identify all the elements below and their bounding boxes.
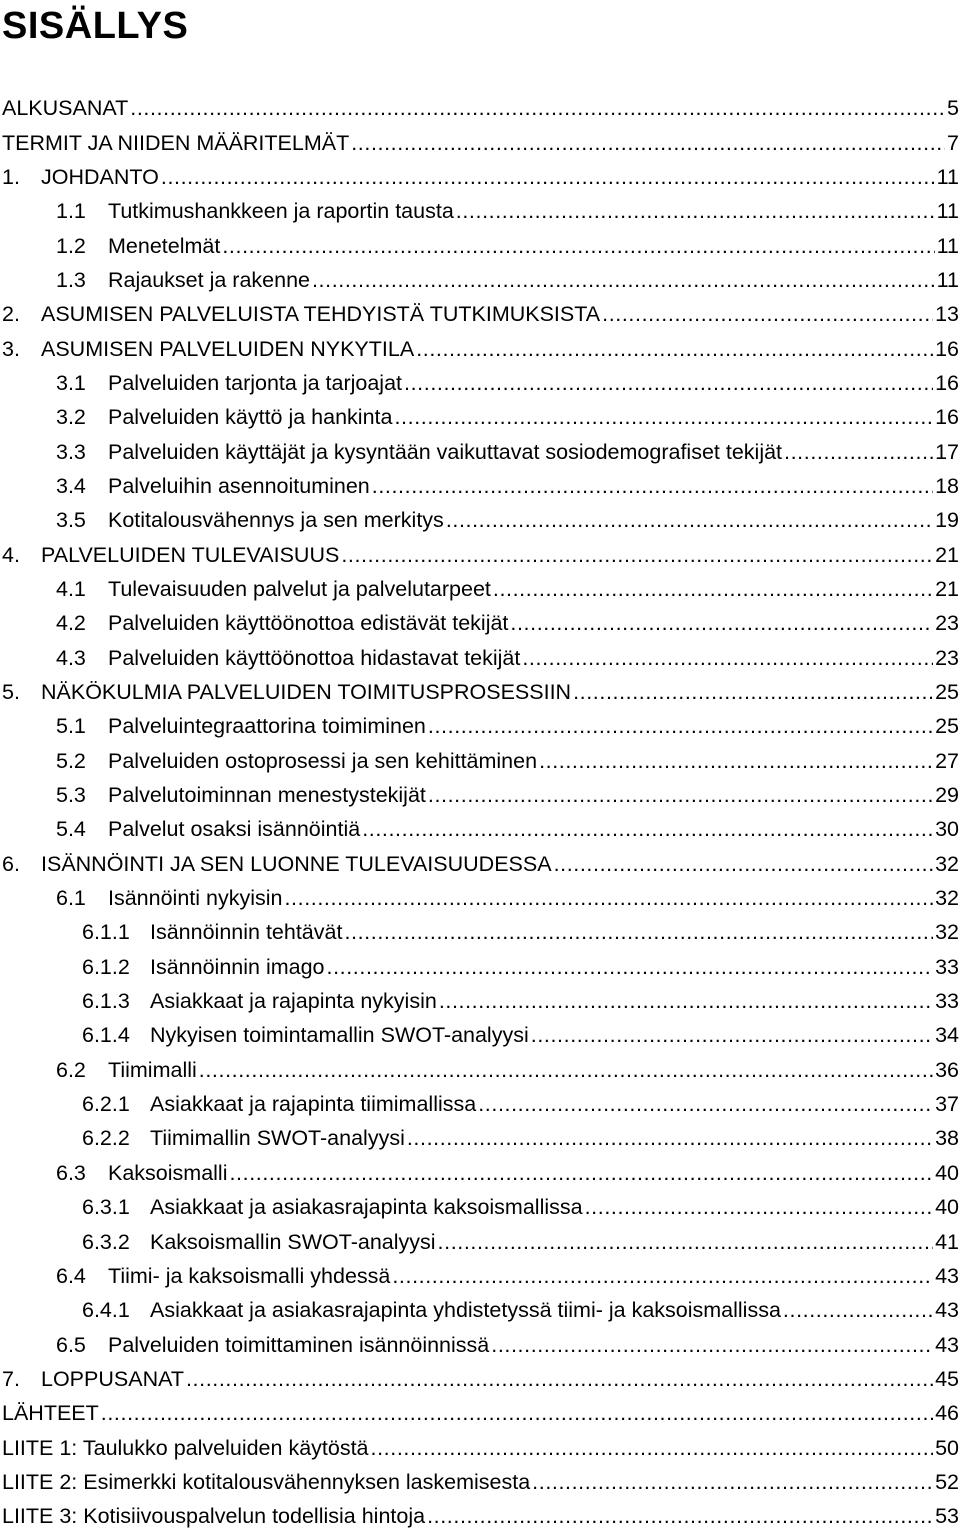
toc-entry-page-number: 36	[935, 1057, 959, 1082]
toc-entry-number: 6.1	[56, 886, 86, 911]
toc-entry-number: 3.	[2, 336, 20, 361]
toc-entry-page-number: 43	[935, 1263, 959, 1288]
toc-entry-page-number: 30	[935, 817, 959, 842]
toc-entry-title: ISÄNNÖINTI JA SEN LUONNE TULEVAISUUDESSA	[41, 851, 552, 876]
toc-dot-leader	[446, 507, 933, 533]
toc-dot-leader	[522, 645, 933, 671]
toc-entry-page-number: 41	[935, 1229, 959, 1254]
toc-entry[interactable]	[0, 778, 960, 812]
toc-dot-leader	[585, 1194, 933, 1220]
toc-entry-title: Palveluiden käyttäjät ja kysyntään vaikuttavat sosiodemografiset tekijät	[108, 439, 783, 464]
toc-entry[interactable]	[0, 331, 960, 365]
toc-entry-page-number: 43	[935, 1332, 959, 1357]
toc-entry-title: Rajaukset ja rakenne	[108, 267, 310, 292]
toc-entry-number: 7.	[2, 1366, 20, 1391]
toc-entry-title: Palvelut osaksi isännöintiä	[108, 817, 361, 842]
toc-entry[interactable]	[0, 537, 960, 571]
toc-entry[interactable]	[0, 744, 960, 778]
toc-dot-leader	[362, 816, 933, 842]
toc-entry-title: Menetelmät	[108, 233, 221, 258]
toc-entry-title: Kotitalousvähennys ja sen merkitys	[108, 508, 444, 533]
toc-dot-leader	[478, 1091, 933, 1117]
toc-entry-title: Asiakkaat ja asiakasrajapinta yhdistetyssä tiimi- ja kaksoismallissa	[150, 1298, 781, 1323]
toc-entry[interactable]	[0, 1430, 960, 1464]
toc-entry-title: LÄHTEET	[2, 1401, 99, 1426]
toc-dot-leader	[783, 1297, 933, 1323]
toc-entry-title: NÄKÖKULMIA PALVELUIDEN TOIMITUSPROSESSIIN	[41, 680, 572, 705]
toc-entry-title: Palveluiden käyttö ja hankinta	[108, 405, 393, 430]
toc-dot-leader	[428, 782, 933, 808]
toc-entry[interactable]	[0, 572, 960, 606]
toc-entry-title: Isännöinti nykyisin	[108, 886, 283, 911]
toc-entry-page-number: 25	[935, 714, 959, 739]
toc-entry-page-number: 33	[935, 989, 959, 1014]
toc-entry-title: Palveluiden käyttöönottoa edistävät tekijät	[108, 611, 509, 636]
toc-entry[interactable]	[0, 297, 960, 331]
toc-dot-leader	[532, 1469, 933, 1495]
toc-dot-leader	[531, 1022, 933, 1048]
toc-dot-leader	[284, 885, 933, 911]
toc-entry-number: 3.5	[56, 508, 86, 533]
toc-dot-leader	[199, 1057, 933, 1083]
toc-entry-number: 6.1.1	[82, 920, 130, 945]
toc-entry-title: Asiakkaat ja rajapinta nykyisin	[150, 989, 437, 1014]
toc-entry-title: Palveluiden ostoprosessi ja sen kehittäminen	[108, 748, 538, 773]
toc-entry-title: Tulevaisuuden palvelut ja palvelutarpeet	[108, 576, 491, 601]
toc-dot-leader	[229, 1160, 933, 1186]
toc-entry[interactable]	[0, 91, 960, 125]
toc-entry-number: 6.4.1	[82, 1298, 130, 1323]
toc-entry-number: 1.1	[56, 199, 86, 224]
toc-dot-leader	[341, 542, 933, 568]
toc-entry[interactable]	[0, 1499, 960, 1533]
toc-entry-title: LOPPUSANAT	[41, 1366, 184, 1391]
toc-entry-page-number: 21	[935, 576, 959, 601]
toc-entry-page-number: 40	[935, 1195, 959, 1220]
toc-entry-title: Palveluintegraattorina toimiminen	[108, 714, 426, 739]
toc-entry[interactable]	[0, 1121, 960, 1155]
toc-entry[interactable]	[0, 1053, 960, 1087]
toc-entry-number: 1.	[2, 164, 20, 189]
toc-dot-leader	[404, 370, 933, 396]
toc-entry-page-number: 34	[935, 1023, 959, 1048]
toc-entry-page-number: 18	[935, 473, 959, 498]
toc-entry-title: Tutkimushankkeen ja raportin tausta	[108, 199, 454, 224]
toc-entry-title: Kaksoismalli	[108, 1160, 228, 1185]
toc-entry-page-number: 45	[935, 1366, 959, 1391]
toc-entry[interactable]	[0, 1224, 960, 1258]
toc-entry[interactable]	[0, 1018, 960, 1052]
toc-entry-page-number: 17	[935, 439, 959, 464]
toc-entry[interactable]	[0, 469, 960, 503]
toc-entry-page-number: 32	[935, 851, 959, 876]
toc-entry-title: Isännöinnin tehtävät	[150, 920, 343, 945]
toc-entry[interactable]	[0, 1190, 960, 1224]
toc-dot-leader	[327, 954, 934, 980]
toc-entry[interactable]	[0, 812, 960, 846]
toc-entry-page-number: 53	[935, 1504, 959, 1529]
toc-entry[interactable]	[0, 984, 960, 1018]
toc-entry-number: 6.	[2, 851, 20, 876]
toc-entry-title: Palveluihin asennoituminen	[108, 473, 370, 498]
toc-dot-leader	[161, 164, 935, 190]
toc-entry-number: 6.1.2	[82, 954, 130, 979]
toc-entry-number: 6.1.4	[82, 1023, 130, 1048]
toc-entry-page-number: 21	[935, 542, 959, 567]
toc-entry-number: 6.1.3	[82, 989, 130, 1014]
toc-entry[interactable]	[0, 1259, 960, 1293]
toc-entry[interactable]	[0, 400, 960, 434]
toc-entry-page-number: 46	[935, 1401, 959, 1426]
toc-dot-leader	[392, 1263, 933, 1289]
toc-dot-leader	[394, 404, 933, 430]
toc-entry-number: 1.3	[56, 267, 86, 292]
toc-entry-page-number: 52	[935, 1469, 959, 1494]
toc-entry-page-number: 16	[935, 370, 959, 395]
toc-entry-number: 6.3.2	[82, 1229, 130, 1254]
toc-entry[interactable]	[0, 1327, 960, 1361]
toc-dot-leader	[602, 301, 933, 327]
toc-entry[interactable]	[0, 881, 960, 915]
toc-entry-number: 4.3	[56, 645, 86, 670]
toc-entry-number: 5.4	[56, 817, 86, 842]
toc-entry[interactable]	[0, 915, 960, 949]
toc-dot-leader	[456, 198, 935, 224]
toc-dot-leader	[186, 1366, 933, 1392]
toc-dot-leader	[554, 851, 934, 877]
toc-entry-title: ASUMISEN PALVELUIDEN NYKYTILA	[41, 336, 415, 361]
toc-entry-title: Nykyisen toimintamallin SWOT-analyysi	[150, 1023, 529, 1048]
page-title: SISÄLLYS	[2, 5, 189, 47]
toc-entry[interactable]	[0, 263, 960, 297]
toc-entry-page-number: 16	[935, 405, 959, 430]
toc-entry-title: Isännöinnin imago	[150, 954, 325, 979]
toc-entry-title: LIITE 2: Esimerkki kotitalousvähennyksen laskemisesta	[2, 1469, 531, 1494]
toc-entry-title: LIITE 1: Taulukko palveluiden käytöstä	[2, 1435, 369, 1460]
toc-entry[interactable]	[0, 709, 960, 743]
toc-entry-page-number: 23	[935, 645, 959, 670]
toc-entry-number: 4.1	[56, 576, 86, 601]
toc-entry[interactable]	[0, 125, 960, 159]
toc-entry-title: Palveluiden toimittaminen isännöinnissä	[108, 1332, 490, 1357]
toc-entry-number: 3.3	[56, 439, 86, 464]
toc-entry-number: 6.3	[56, 1160, 86, 1185]
toc-entry-title: TERMIT JA NIIDEN MÄÄRITELMÄT	[2, 130, 350, 155]
toc-entry-page-number: 23	[935, 611, 959, 636]
toc-entry-page-number: 11	[936, 199, 959, 224]
toc-dot-leader	[510, 610, 933, 636]
toc-entry-page-number: 13	[935, 302, 959, 327]
toc-dot-leader	[428, 713, 933, 739]
toc-dot-leader	[573, 679, 933, 705]
toc-entry-page-number: 32	[935, 886, 959, 911]
toc-dot-leader	[427, 1503, 933, 1529]
toc-entry-page-number: 38	[935, 1126, 959, 1151]
toc-dot-leader	[344, 919, 933, 945]
toc-entry-title: Asiakkaat ja rajapinta tiimimallissa	[150, 1092, 477, 1117]
toc-entry-page-number: 43	[935, 1298, 959, 1323]
toc-entry-number: 4.	[2, 542, 20, 567]
toc-entry-number: 6.5	[56, 1332, 86, 1357]
toc-dot-leader	[101, 1400, 933, 1426]
toc-entry[interactable]	[0, 606, 960, 640]
toc-entry-number: 4.2	[56, 611, 86, 636]
toc-dot-leader	[407, 1125, 933, 1151]
toc-entry-number: 5.	[2, 680, 20, 705]
toc-entry-title: JOHDANTO	[41, 164, 159, 189]
toc-entry-number: 6.2	[56, 1057, 86, 1082]
toc-entry[interactable]	[0, 160, 960, 194]
toc-entry-page-number: 25	[935, 680, 959, 705]
toc-entry-title: PALVELUIDEN TULEVAISUUS	[41, 542, 340, 567]
table-of-contents	[0, 91, 960, 1533]
toc-entry-number: 3.2	[56, 405, 86, 430]
toc-dot-leader	[416, 336, 933, 362]
toc-entry-number: 6.2.2	[82, 1126, 130, 1151]
toc-entry-number: 2.	[2, 302, 20, 327]
toc-entry[interactable]	[0, 366, 960, 400]
toc-entry[interactable]	[0, 1293, 960, 1327]
toc-entry-number: 6.4	[56, 1263, 86, 1288]
toc-entry-title: ALKUSANAT	[2, 96, 129, 121]
toc-entry-number: 5.2	[56, 748, 86, 773]
toc-entry-number: 6.3.1	[82, 1195, 130, 1220]
toc-entry-page-number: 37	[935, 1092, 959, 1117]
toc-entry-page-number: 32	[935, 920, 959, 945]
toc-entry-page-number: 7	[947, 130, 959, 155]
toc-entry-title: Palvelutoiminnan menestystekijät	[108, 783, 426, 808]
toc-entry-title: Tiimimalli	[108, 1057, 197, 1082]
toc-entry-number: 1.2	[56, 233, 86, 258]
toc-dot-leader	[439, 988, 933, 1014]
toc-entry[interactable]	[0, 194, 960, 228]
toc-dot-leader	[539, 748, 933, 774]
toc-entry-title: Palveluiden tarjonta ja tarjoajat	[108, 370, 403, 395]
toc-dot-leader	[784, 439, 933, 465]
toc-dot-leader	[438, 1229, 934, 1255]
toc-dot-leader	[372, 473, 933, 499]
toc-dot-leader	[351, 130, 945, 156]
toc-entry-title: Tiimi- ja kaksoismalli yhdessä	[108, 1263, 391, 1288]
toc-entry[interactable]	[0, 641, 960, 675]
toc-entry-page-number: 11	[936, 233, 959, 258]
toc-entry-number: 3.4	[56, 473, 86, 498]
toc-entry-page-number: 11	[936, 267, 959, 292]
toc-entry-number: 3.1	[56, 370, 86, 395]
toc-entry-page-number: 5	[947, 96, 959, 121]
toc-entry[interactable]	[0, 228, 960, 262]
toc-entry[interactable]	[0, 847, 960, 881]
toc-entry[interactable]	[0, 950, 960, 984]
toc-entry-title: Tiimimallin SWOT-analyysi	[150, 1126, 405, 1151]
toc-dot-leader	[222, 233, 934, 259]
toc-entry-page-number: 19	[935, 508, 959, 533]
toc-entry[interactable]	[0, 1465, 960, 1499]
toc-entry-title: Kaksoismallin SWOT-analyysi	[150, 1229, 436, 1254]
toc-entry-page-number: 16	[935, 336, 959, 361]
toc-entry-page-number: 40	[935, 1160, 959, 1185]
toc-entry-page-number: 27	[935, 748, 959, 773]
toc-entry-title: Palveluiden käyttöönottoa hidastavat tekijät	[108, 645, 521, 670]
toc-dot-leader	[312, 267, 935, 293]
toc-entry[interactable]	[0, 1087, 960, 1121]
toc-entry[interactable]	[0, 1362, 960, 1396]
toc-entry[interactable]	[0, 675, 960, 709]
toc-entry-number: 5.3	[56, 783, 86, 808]
toc-entry-number: 6.2.1	[82, 1092, 130, 1117]
toc-entry-page-number: 33	[935, 954, 959, 979]
toc-entry-page-number: 29	[935, 783, 959, 808]
toc-dot-leader	[493, 576, 933, 602]
toc-entry-page-number: 50	[935, 1435, 959, 1460]
toc-entry-title: ASUMISEN PALVELUISTA TEHDYISTÄ TUTKIMUKSISTA	[41, 302, 601, 327]
toc-dot-leader	[491, 1332, 933, 1358]
toc-entry-page-number: 11	[936, 164, 959, 189]
toc-dot-leader	[371, 1435, 934, 1461]
toc-entry[interactable]	[0, 1156, 960, 1190]
toc-entry-title: LIITE 3: Kotisiivouspalvelun todellisia hintoja	[2, 1504, 426, 1529]
toc-entry[interactable]	[0, 503, 960, 537]
toc-entry-title: Asiakkaat ja asiakasrajapinta kaksoismallissa	[150, 1195, 583, 1220]
toc-entry-number: 5.1	[56, 714, 86, 739]
toc-dot-leader	[130, 95, 945, 121]
toc-entry[interactable]	[0, 434, 960, 468]
toc-entry[interactable]	[0, 1396, 960, 1430]
